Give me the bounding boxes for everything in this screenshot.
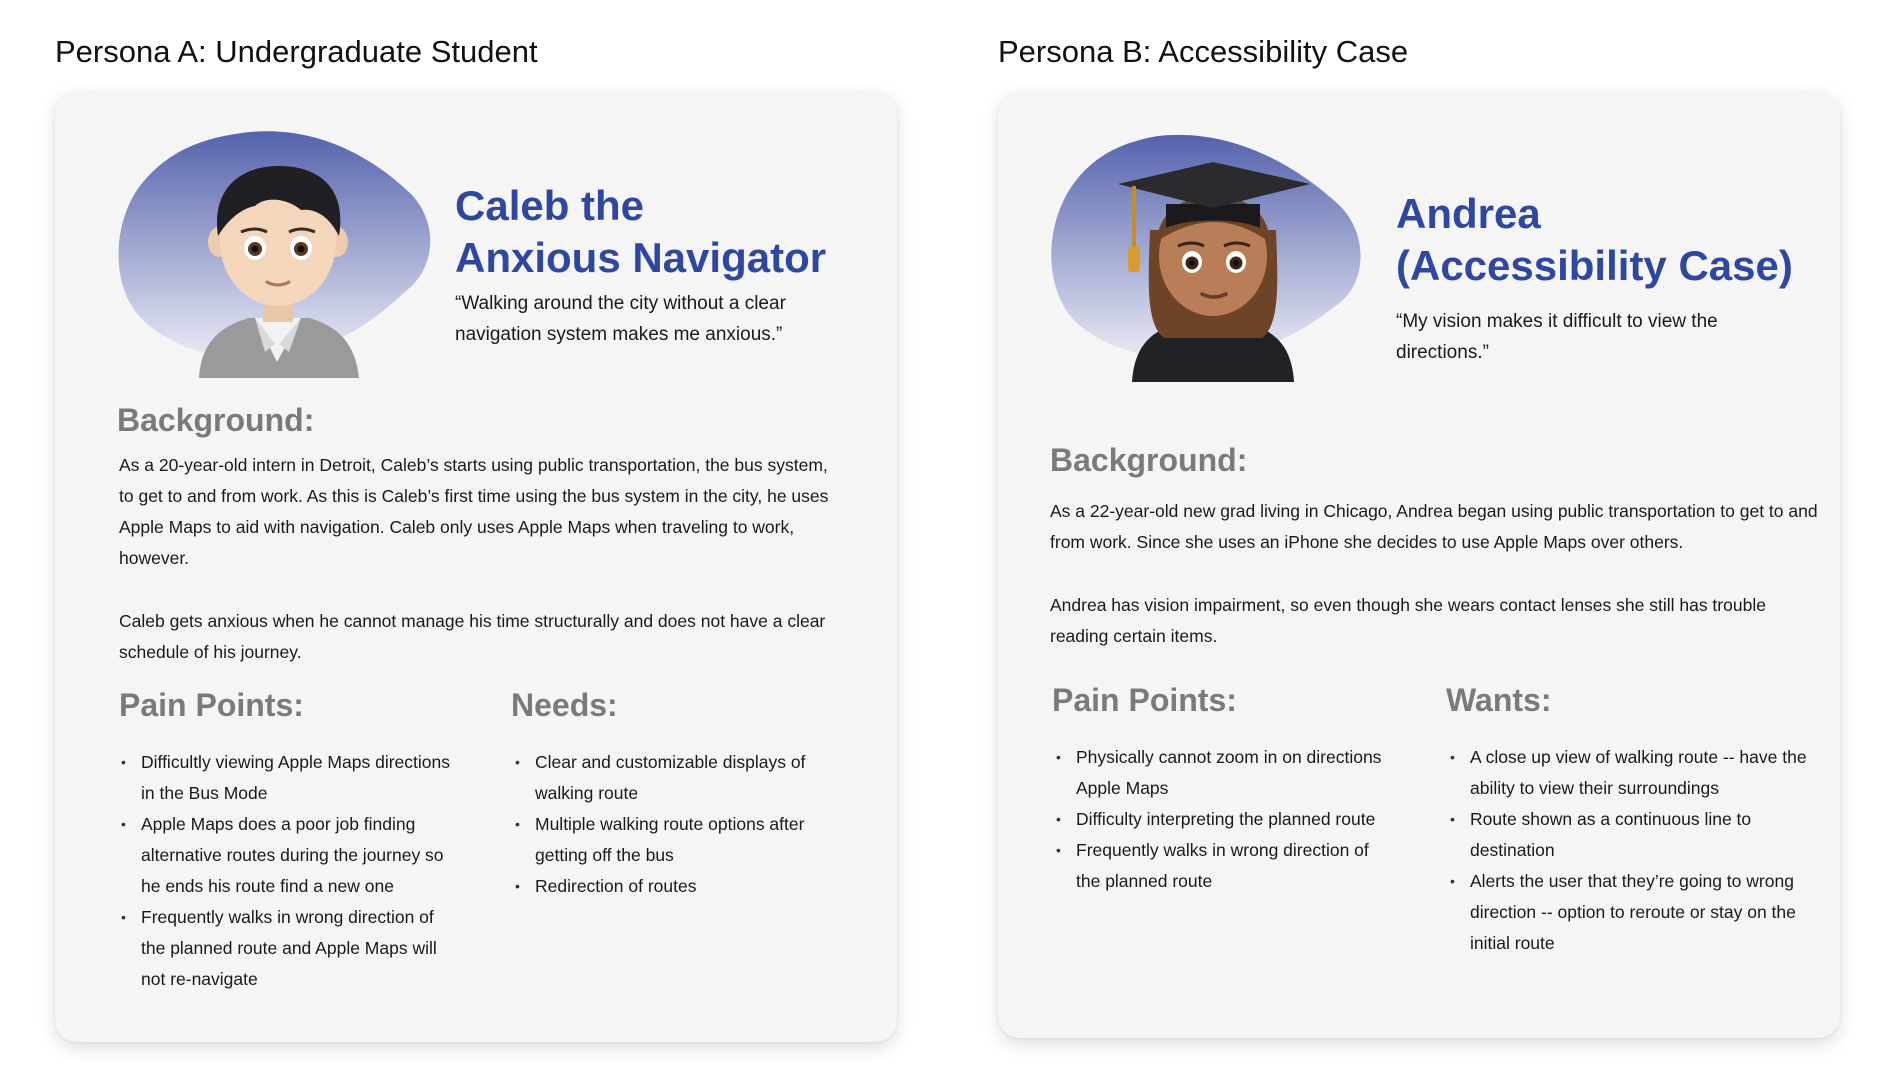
list-item: • Physically cannot zoom in on directions Apple Maps [1056, 742, 1386, 804]
list-item: • A close up view of walking route -- have the ability to view their surroundings [1450, 742, 1810, 804]
list-item: • Frequently walks in wrong direction of the planned route [1056, 835, 1386, 897]
persona-a-background-text-1: As a 20-year-old intern in Detroit, Caleb’s starts using public transportation, the bus system, to get to and from work. As this is Caleb’s first time using the bus system in the city, he uses Apple Maps to aid with navigation. Caleb only uses Apple Maps when traveling to work, however. [119, 455, 829, 568]
persona-a-title: Persona A: Undergraduate Student [55, 34, 538, 69]
student-avatar-icon [115, 130, 435, 380]
graduate-avatar-icon [1048, 134, 1368, 384]
persona-b-name: Andrea (Accessibility Case) [1396, 190, 1793, 289]
persona-a-name: Caleb the Anxious Navigator [455, 182, 827, 281]
persona-b-wants-list [1450, 742, 1810, 959]
persona-a-card [55, 92, 897, 1042]
persona-a-background-heading: Background: [117, 402, 315, 438]
list-item: • Alerts the user that they’re going to wrong direction -- option to reroute or stay on the initial route [1450, 866, 1810, 959]
persona-b-quote: “My vision makes it difficult to view the directions.” [1396, 311, 1718, 363]
persona-b-title: Persona B: Accessibility Case [998, 34, 1409, 69]
list-item: • Difficulty interpreting the planned route [1056, 804, 1386, 835]
list-item: • Apple Maps does a poor job finding alternative routes during the journey so he ends his route find a new one [121, 809, 451, 902]
persona-b-wants-heading: Wants: [1446, 682, 1552, 718]
list-item: • Multiple walking route options after getting off the bus [515, 809, 855, 871]
persona-b-background-heading: Background: [1050, 442, 1248, 478]
persona-a-pain-points-list [121, 747, 451, 995]
list-item: • Clear and customizable displays of walking route [515, 747, 855, 809]
persona-a-pain-points-heading: Pain Points: [119, 687, 304, 723]
persona-a-needs-list [515, 747, 855, 902]
persona-b-card [998, 92, 1840, 1038]
persona-b-pain-points-list [1056, 742, 1386, 897]
list-item: • Redirection of routes [515, 871, 855, 902]
persona-b-background-text-1: As a 22-year-old new grad living in Chicago, Andrea began using public transportation to get to and from work. Since she uses an iPhone she decides to use Apple Maps over others. [1050, 501, 1818, 552]
persona-a-background-text-2: Caleb gets anxious when he cannot manage his time structurally and does not have a clear schedule of his journey. [119, 611, 826, 662]
list-item: • Difficultly viewing Apple Maps directions in the Bus Mode [121, 747, 451, 809]
list-item: • Frequently walks in wrong direction of the planned route and Apple Maps will not re-navigate [121, 902, 451, 995]
persona-a-needs-heading: Needs: [511, 687, 618, 723]
persona-a-quote: “Walking around the city without a clear navigation system makes me anxious.” [455, 293, 786, 345]
persona-b-pain-points-heading: Pain Points: [1052, 682, 1237, 718]
list-item: • Route shown as a continuous line to destination [1450, 804, 1810, 866]
persona-b-background-text-2: Andrea has vision impairment, so even though she wears contact lenses she still has trouble reading certain items. [1050, 595, 1766, 646]
